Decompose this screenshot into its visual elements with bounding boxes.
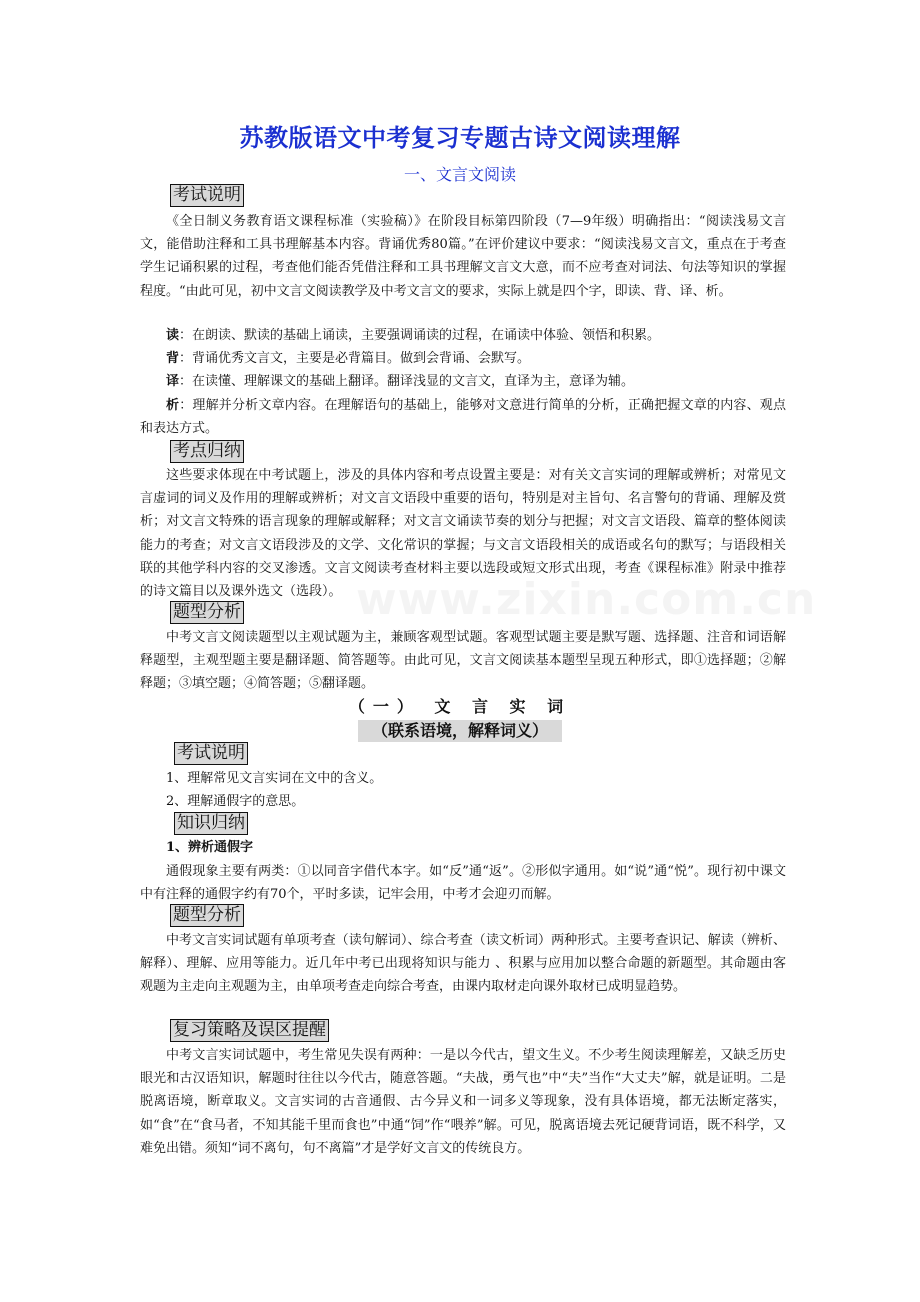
box-tixing-fenxi: 题型分析 [170, 601, 244, 624]
bei-text: ：背诵优秀文言文，主要是必背篇目。做到会背诵、会默写。 [179, 351, 531, 366]
box-kaoshi-shuoming-2: 考试说明 [174, 742, 248, 765]
du-label: 读 [166, 328, 180, 343]
box-kaodian-guina: 考点归纳 [170, 440, 244, 463]
section-heading-wenyan-shici: （一） 文 言 实 词 [348, 697, 572, 716]
box-kaoshi-shuoming: 考试说明 [170, 184, 244, 207]
bei-line [166, 347, 786, 370]
intro-paragraph: 《全日制义务教育语文课程标准（实验稿）》在阶段目标第四阶段（7—9年级）明确指出：“阅读浅易文言文，能借助注释和工具书理解基本内容。背诵优秀80篇。”在评价建议中要求：“阅读浅易文言文，重点在于考查学生记诵积累的过程，考查他们能否凭借注释和工具书理解文言文大意，而不应考查对词法、句法等知识的掌握程度。“由此可见，初中文言文阅读教学及中考文言文的要求，实际上就是四个字，即读、背、译、析。 [140, 214, 786, 299]
requirement-item-2: 2、理解通假字的意思。 [166, 794, 305, 809]
box-zhishi-guina: 知识归纳 [174, 812, 248, 835]
tixing-paragraph: 中考文言文阅读题型以主观试题为主，兼顾客观型试题。客观型试题主要是默写题、选择题、注音和词语解释题型，主观型题主要是翻译题、简答题等。由此可见，文言文阅读基本题型呈现五种形式，即①选择题；②解释题；③填空题；④简答题；⑤翻译题。 [140, 630, 786, 692]
tixing-paragraph-2: 中考文言实词试题有单项考查（读句解词）、综合考查（读文析词）两种形式。主要考查识记、解读（辨析、解释）、理解、应用等能力。近几年中考已出现将知识与能力 、积累与应用加以整合命题的新题型。其命题由客观题为主走向主观题为主，由单项考查走向综合考查，由课内取材走向课外取材已成明显趋势。 [140, 933, 786, 995]
box-fuxi-celue: 复习策略及误区提醒 [170, 1019, 329, 1042]
knowledge-heading-text: 1、辨析通假字 [166, 840, 254, 855]
xi-label: 析 [166, 398, 180, 413]
kaodian-paragraph: 这些要求体现在中考试题上，涉及的具体内容和考点设置主要是：对有关文言实词的理解或辨析；对常见文言虚词的词义及作用的理解或辨析；对文言文语段中重要的语句，特别是对主旨句、名言警句的背诵、理解及赏析；对文言文特殊的语言现象的理解或解释；对文言文诵读节奏的划分与把握；对文言文语段、篇章的整体阅读能力的考查；对文言文语段涉及的文学、文化常识的掌握；与文言文语段相关的成语或名句的默写；与语段相关联的其他学科内容的交叉渗透。文言文阅读考查材料主要以选段或短文形式出现，考查《课程标准》附录中推荐的诗文篇目以及课外选文（选段）。 [140, 468, 786, 600]
du-line [166, 324, 786, 347]
xi-line [140, 394, 786, 440]
document-title: 苏教版语文中考复习专题古诗文阅读理解 [239, 124, 681, 152]
section-subtitle: 一、文言文阅读 [403, 165, 516, 184]
requirement-item-1: 1、理解常见文言实词在文中的含义。 [166, 771, 383, 786]
yi-text: ：在读懂、理解课文的基础上翻译。翻译浅显的文言文，直译为主，意译为辅。 [179, 374, 635, 389]
knowledge-paragraph: 通假现象主要有两类：①以同音字借代本字。如“反”通“返”。②形似字通用。如“说”通“悦”。现行初中课文中有注释的通假字约有70个，平时多读，记牢会用，中考才会迎刃而解。 [140, 864, 786, 903]
box-tixing-fenxi-2: 题型分析 [170, 904, 244, 927]
knowledge-heading [166, 836, 812, 859]
bei-label: 背 [166, 351, 180, 366]
xi-text: ：理解并分析文章内容。在理解语句的基础上，能够对文意进行简单的分析，正确把握文章的内容、观点和表达方式。 [140, 398, 786, 437]
du-text: ：在朗读、默读的基础上诵读，主要强调诵读的过程，在诵读中体验、领悟和积累。 [179, 328, 661, 343]
yi-label: 译 [166, 374, 180, 389]
celue-paragraph: 中考文言实词试题中，考生常见失误有两种：一是以今代古，望文生义。不少考生阅读理解差，又缺乏历史眼光和古汉语知识，解题时往往以今代古，随意答题。“夫战，勇气也”中“夫”当作“大丈夫”解，就是证明。二是脱离语境，断章取义。文言实词的古音通假、古今异义和一词多义等现象，没有具体语境，都无法断定落实，如“食”在“食马者，不知其能千里而食也”中通“饲”作“喂养”解。可见，脱离语境去死记硬背词语，既不科学，又难免出错。须知“词不离句，句不离篇”才是学好文言文的传统良方。 [140, 1048, 786, 1156]
section-subheading: （联系语境，解释词义） [358, 720, 562, 742]
yi-line [166, 370, 786, 393]
